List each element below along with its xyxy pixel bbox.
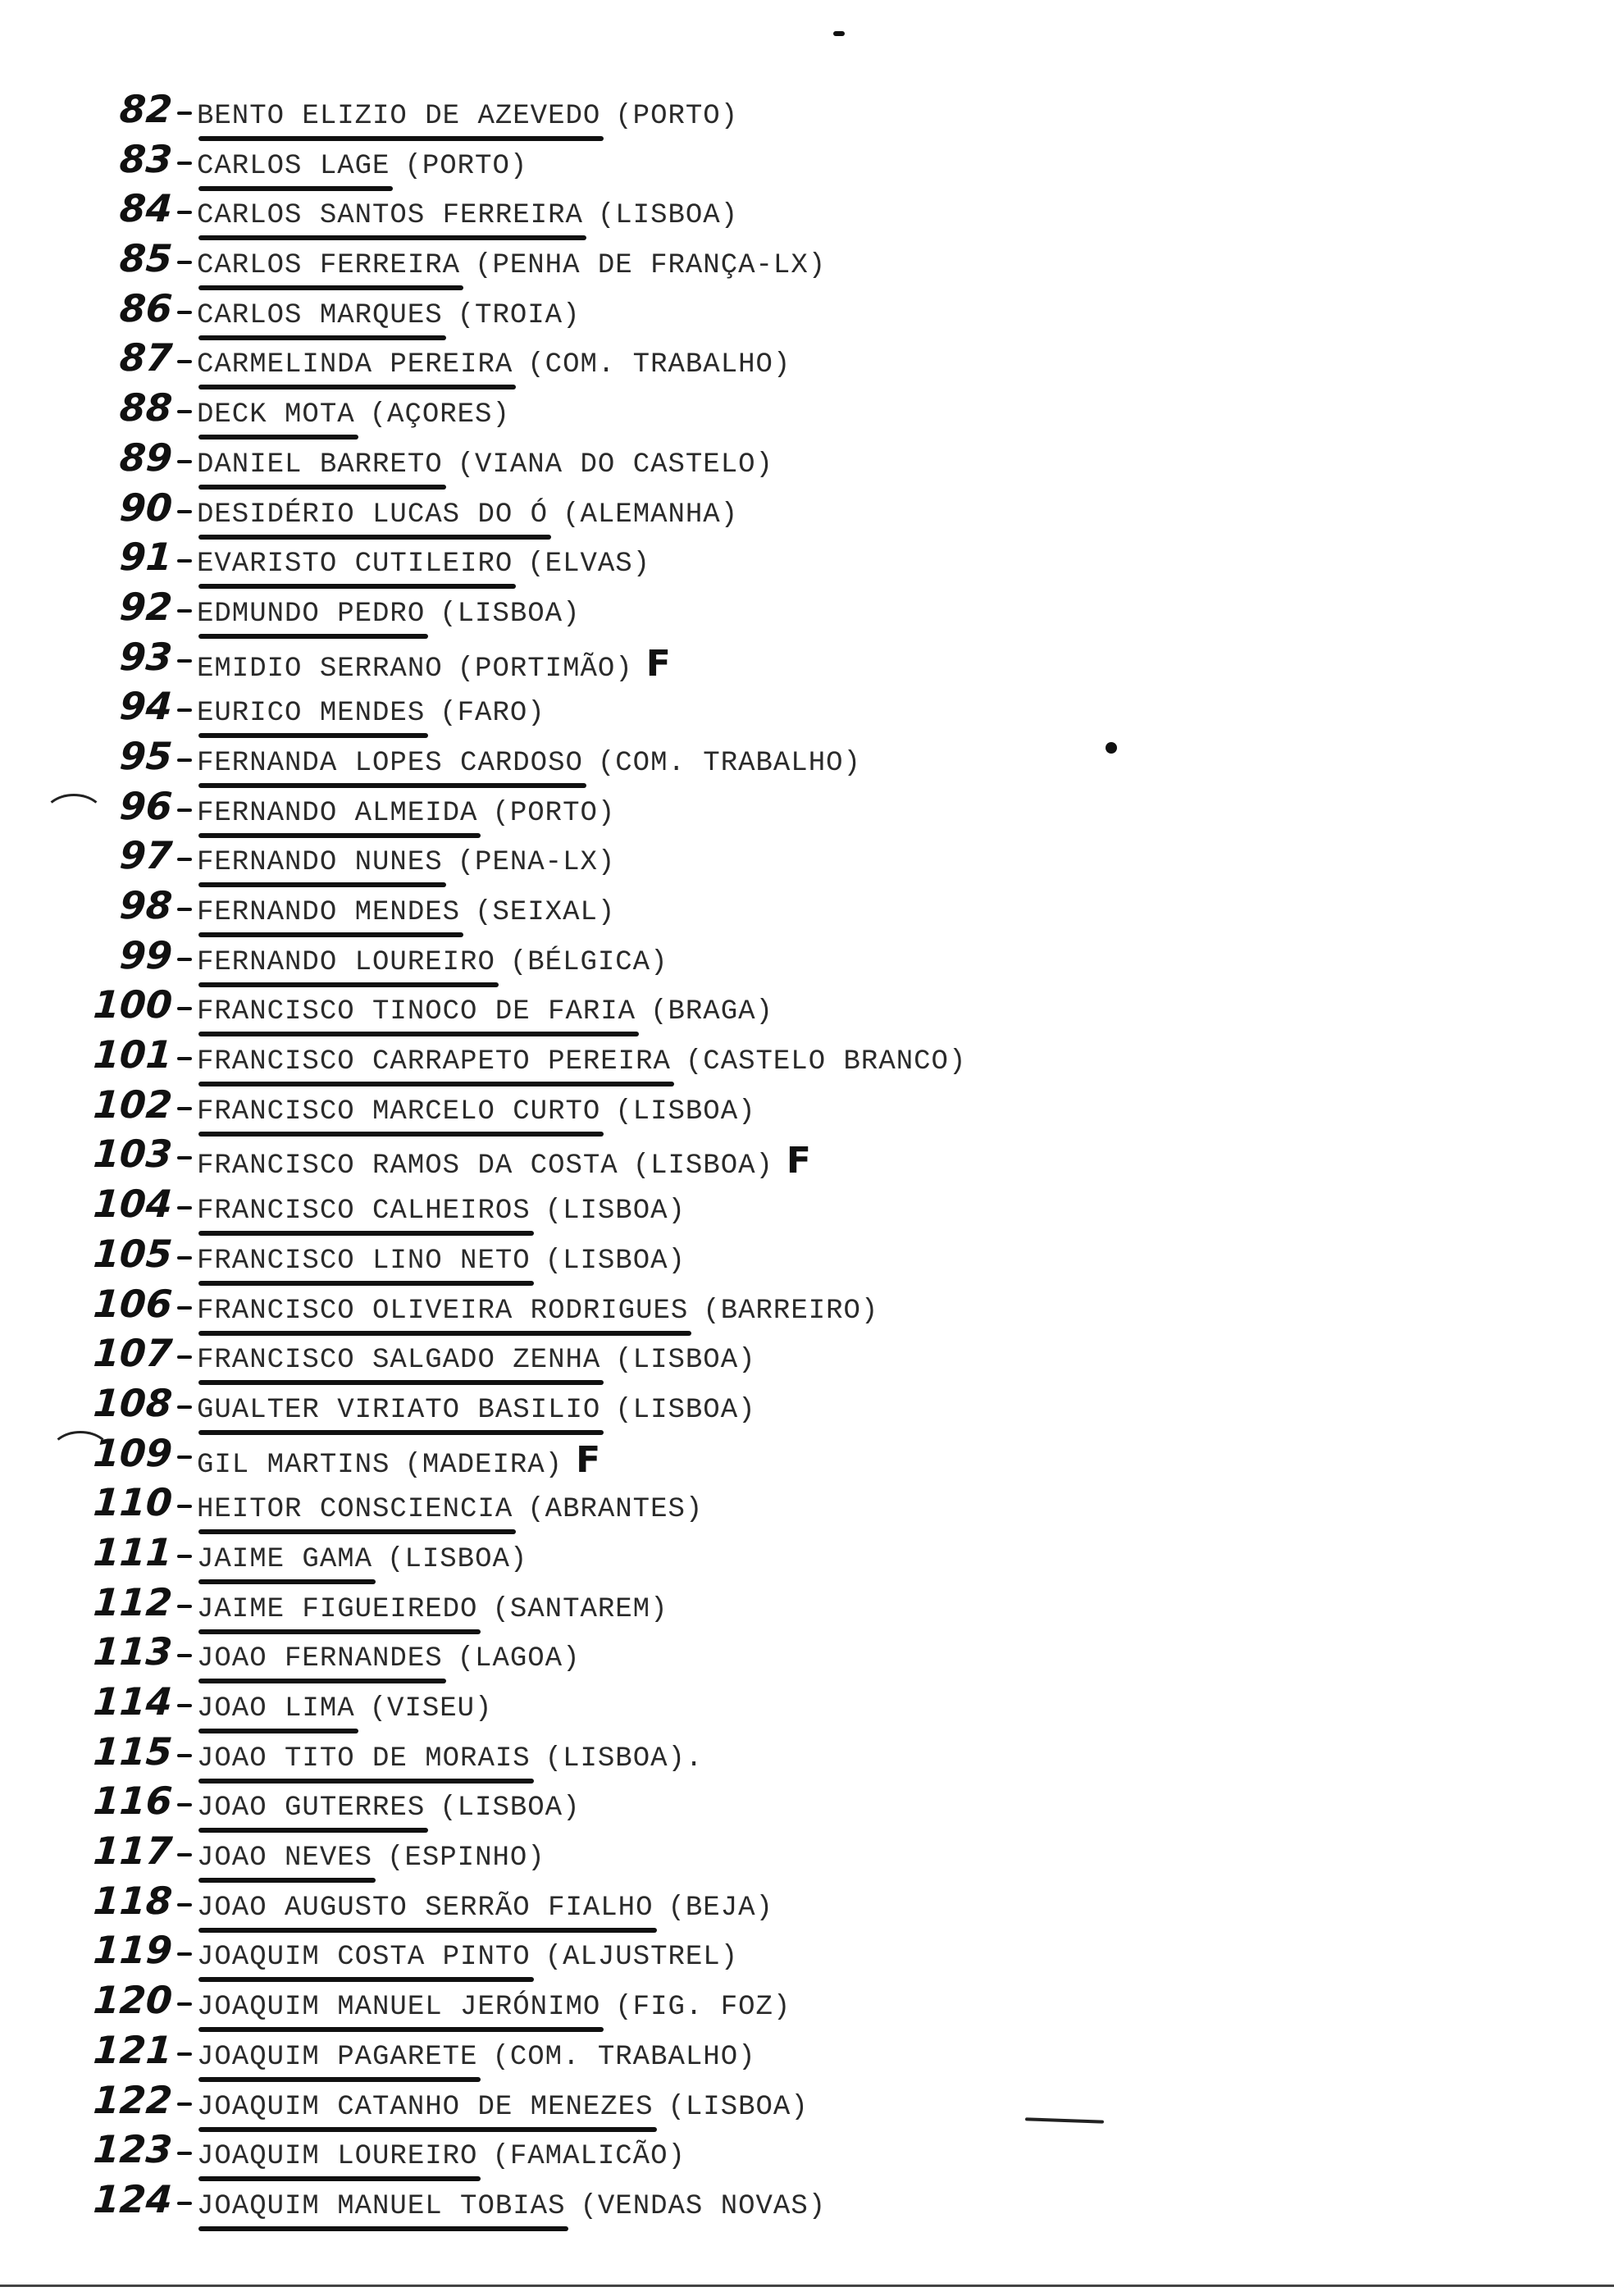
number-dash: [177, 360, 192, 363]
entry-text: [197, 2140, 686, 2173]
list-item: [74, 783, 1468, 836]
entry-text: [197, 1140, 812, 1182]
list-item: [74, 1681, 1468, 1731]
entry-name: JOAO LIMA: [197, 1693, 355, 1724]
list-item: [74, 487, 1468, 537]
number-dash: [177, 1704, 192, 1707]
entry-text: [197, 1046, 966, 1078]
list-item: [74, 1579, 1468, 1632]
entry-number: 108: [92, 1380, 174, 1425]
entry-text: [197, 2091, 809, 2124]
entry-place: (MADEIRA): [404, 1449, 563, 1481]
entry-name: JOAO AUGUSTO SERRÃO FIALHO: [197, 1892, 654, 1924]
entry-number: 101: [92, 1032, 174, 1077]
entry-name: EDMUNDO PEDRO: [197, 598, 426, 630]
entry-name: JOAQUIM MANUEL JERÓNIMO: [197, 1992, 601, 2024]
number-dash: [177, 1007, 192, 1010]
number-dash: [177, 1853, 192, 1856]
entry-place: (LISBOA): [615, 1096, 756, 1128]
entry-place: (PORTO): [615, 101, 739, 132]
entry-number: 105: [92, 1231, 174, 1276]
entry-name: EMIDIO SERRANO: [197, 653, 443, 685]
entry-number: 124: [92, 2176, 174, 2221]
number-dash: [177, 2052, 192, 2056]
entry-place: (FIG. FOZ): [615, 1992, 791, 2024]
list-item: [74, 1830, 1468, 1880]
entry-text: [197, 598, 580, 631]
list-item: [74, 932, 1468, 985]
entry-text: [197, 249, 826, 282]
entry-number: 98: [118, 883, 174, 927]
number-dash: [177, 1206, 192, 1210]
entry-text: [197, 642, 672, 686]
entry-text: [197, 1096, 756, 1128]
entry-text: [197, 797, 615, 830]
entry-text: [197, 1438, 602, 1482]
list-item: [74, 1731, 1468, 1781]
number-dash: [177, 112, 192, 115]
entry-name: FRANCISCO SALGADO ZENHA: [197, 1345, 601, 1377]
list-item: [74, 1133, 1468, 1183]
number-dash: [177, 261, 192, 264]
entry-place: (BARREIRO): [703, 1295, 879, 1327]
handwritten-mark: F: [786, 1140, 812, 1182]
entry-name: FERNANDA LOPES CARDOSO: [197, 747, 583, 779]
entry-name: FRANCISCO CALHEIROS: [197, 1196, 531, 1228]
entry-text: [197, 1742, 703, 1775]
entry-text: [197, 1892, 773, 1925]
entry-place: (LISBOA): [668, 2091, 809, 2123]
number-dash: [177, 1754, 192, 1757]
list-item: [74, 2176, 1468, 2229]
entry-name: JOAO GUTERRES: [197, 1793, 426, 1824]
entry-place: (FAMALICÃO): [492, 2141, 686, 2173]
entry-name: JOAO FERNANDES: [197, 1643, 443, 1675]
speck-mark: [833, 31, 845, 36]
entry-number: 115: [92, 1729, 174, 1774]
entry-place: (LISBOA): [632, 1150, 773, 1182]
entry-text: [197, 1245, 686, 1278]
entry-place: (PENHA DE FRANÇA-LX): [475, 250, 827, 282]
list-item: [74, 984, 1468, 1034]
entry-name: FERNANDO LOUREIRO: [197, 946, 495, 978]
list-item: [74, 1084, 1468, 1134]
entry-number: 90: [118, 485, 174, 530]
entry-text: [197, 1195, 686, 1228]
entry-place: (ABRANTES): [527, 1494, 704, 1526]
number-dash: [177, 1256, 192, 1260]
number-dash: [177, 1456, 192, 1459]
number-dash: [177, 1952, 192, 1956]
list-item: [74, 536, 1468, 586]
entry-place: (LISBOA): [440, 1793, 581, 1824]
number-dash: [177, 162, 192, 165]
list-item: [74, 1380, 1468, 1433]
number-dash: [177, 958, 192, 961]
list-item: [74, 1929, 1468, 1979]
entry-place: (SANTAREM): [492, 1593, 668, 1625]
entry-place: (ALEMANHA): [563, 499, 739, 531]
entry-number: 109: [92, 1430, 174, 1475]
number-dash: [177, 2202, 192, 2205]
entry-text: [197, 896, 615, 929]
entry-place: (LAGOA): [457, 1643, 581, 1675]
entry-name: JOAQUIM COSTA PINTO: [197, 1942, 531, 1974]
entry-number: 113: [92, 1629, 174, 1674]
entry-name: JOAQUIM LOUREIRO: [197, 2141, 478, 2173]
entry-name: FERNANDO MENDES: [197, 897, 461, 928]
entry-number: 106: [92, 1281, 174, 1326]
number-dash: [177, 1107, 192, 1110]
entry-place: (BRAGA): [650, 996, 773, 1028]
list-item: [74, 636, 1468, 686]
number-dash: [177, 708, 192, 712]
entry-name: FRANCISCO TINOCO DE FARIA: [197, 996, 636, 1028]
entry-name: EVARISTO CUTILEIRO: [197, 549, 513, 581]
list-item: [74, 1780, 1468, 1830]
entry-name: JOAQUIM PAGARETE: [197, 2041, 478, 2073]
entry-place: (AÇORES): [369, 399, 510, 431]
number-dash: [177, 1306, 192, 1310]
number-dash: [177, 1903, 192, 1906]
list-item: [74, 89, 1468, 139]
list-item: [74, 586, 1468, 636]
handwritten-mark: F: [576, 1438, 602, 1481]
entry-number: 93: [118, 634, 174, 679]
list-item: [74, 337, 1468, 387]
number-dash: [177, 1156, 192, 1159]
entry-place: (VIANA DO CASTELO): [457, 449, 773, 481]
entry-number: 104: [92, 1182, 174, 1227]
number-dash: [177, 2152, 192, 2155]
entry-name: HEITOR CONSCIENCIA: [197, 1494, 513, 1526]
handwritten-mark: F: [645, 642, 672, 685]
number-dash: [177, 1355, 192, 1359]
entry-number: 82: [118, 87, 174, 131]
entry-text: [197, 2190, 826, 2223]
entry-text: [197, 1692, 492, 1725]
entry-number: 87: [118, 335, 174, 380]
entry-text: [197, 1842, 545, 1875]
number-dash: [177, 410, 192, 413]
entry-number: 100: [92, 982, 174, 1027]
entry-name: JOAO NEVES: [197, 1843, 373, 1875]
entry-name: FRANCISCO CARRAPETO PEREIRA: [197, 1046, 671, 1078]
entry-name: DANIEL BARRETO: [197, 449, 443, 481]
number-dash: [177, 1605, 192, 1608]
list-item: [74, 437, 1468, 487]
entry-place: (LISBOA): [440, 598, 581, 630]
entry-number: 102: [92, 1082, 174, 1127]
number-dash: [177, 559, 192, 563]
number-dash: [177, 510, 192, 513]
entry-text: [197, 1941, 738, 1974]
entry-place: (CASTELO BRANCO): [685, 1046, 967, 1078]
list-item: [74, 1631, 1468, 1681]
entry-text: [197, 1344, 756, 1377]
entry-number: 85: [118, 236, 174, 281]
entry-name: DESIDÉRIO LUCAS DO Ó: [197, 499, 549, 531]
entry-place: (COM. TRABALHO): [492, 2041, 756, 2073]
number-dash: [177, 809, 192, 812]
entry-text: [197, 697, 545, 730]
list-item: [74, 285, 1468, 338]
entry-number: 122: [92, 2077, 174, 2122]
entry-name: GIL MARTINS: [197, 1449, 390, 1481]
entry-place: (LISBOA): [387, 1543, 528, 1575]
entry-name: JOAO TITO DE MORAIS: [197, 1742, 531, 1774]
entry-place: (LISBOA): [545, 1196, 686, 1228]
number-dash: [177, 609, 192, 613]
number-dash: [177, 311, 192, 314]
entry-name: JAIME FIGUEIREDO: [197, 1593, 478, 1625]
entry-number: 123: [92, 2127, 174, 2172]
entry-text: [197, 348, 791, 381]
number-dash: [177, 1555, 192, 1558]
list-item: [74, 1283, 1468, 1333]
entry-name: CARLOS MARQUES: [197, 299, 443, 331]
entry-name: CARLOS SANTOS FERREIRA: [197, 200, 583, 232]
entry-number: 89: [118, 435, 174, 480]
entry-text: [197, 1543, 527, 1576]
number-dash: [177, 211, 192, 214]
number-dash: [177, 1405, 192, 1409]
entry-text: [197, 747, 861, 780]
entry-number: 121: [92, 2027, 174, 2072]
entry-name: JOAQUIM MANUEL TOBIAS: [197, 2190, 566, 2222]
entry-text: [197, 1295, 878, 1328]
entry-number: 111: [92, 1529, 174, 1574]
entry-text: [197, 100, 738, 133]
entry-name: GUALTER VIRIATO BASILIO: [197, 1394, 601, 1426]
entry-place: (LISBOA): [615, 1345, 756, 1377]
list-item: [74, 1880, 1468, 1930]
entry-place: (FARO): [440, 698, 545, 730]
number-dash: [177, 908, 192, 911]
entry-place: (LISBOA).: [545, 1742, 704, 1774]
entry-place: (VISEU): [369, 1693, 493, 1724]
entry-number: 114: [92, 1679, 174, 1724]
number-dash: [177, 2102, 192, 2106]
entry-number: 86: [118, 285, 174, 330]
entry-place: (VENDAS NOVAS): [580, 2190, 827, 2222]
entry-text: [197, 548, 650, 581]
entry-number: 91: [118, 535, 174, 580]
entry-place: (LISBOA): [545, 1245, 686, 1277]
entry-name: FERNANDO ALMEIDA: [197, 797, 478, 829]
list-item: [74, 1979, 1468, 2029]
list-item: [74, 686, 1468, 736]
entry-text: [197, 399, 510, 431]
entry-number: 110: [92, 1480, 174, 1525]
entry-number: 103: [92, 1132, 174, 1177]
entry-place: (BÉLGICA): [509, 946, 668, 978]
list-item: [74, 1482, 1468, 1532]
entry-text: [197, 1642, 580, 1675]
name-list: [74, 89, 1468, 2229]
number-dash: [177, 659, 192, 663]
entry-number: 117: [92, 1829, 174, 1874]
entry-text: [197, 2041, 756, 2074]
list-item: [74, 188, 1468, 238]
list-item: [74, 1034, 1468, 1084]
entry-text: [197, 1792, 580, 1824]
list-item: [74, 1332, 1468, 1383]
entry-number: 84: [118, 186, 174, 231]
entry-place: (PENA-LX): [457, 847, 616, 879]
entry-name: FRANCISCO RAMOS DA COSTA: [197, 1150, 618, 1182]
list-item: [74, 885, 1468, 935]
entry-place: (LISBOA): [597, 200, 739, 232]
list-item: [74, 387, 1468, 437]
entry-text: [197, 946, 668, 979]
entry-number: 83: [118, 136, 174, 181]
list-item: [74, 2029, 1468, 2080]
list-item: [74, 733, 1468, 786]
number-dash: [177, 1057, 192, 1060]
list-item: [74, 1233, 1468, 1283]
entry-place: (PORTO): [404, 150, 528, 182]
number-dash: [177, 460, 192, 463]
entry-number: 116: [92, 1779, 174, 1824]
entry-number: 120: [92, 1978, 174, 2023]
list-item: [74, 835, 1468, 885]
entry-place: (ALJUSTREL): [545, 1942, 739, 1974]
entry-name: FERNANDO NUNES: [197, 847, 443, 879]
entry-number: 95: [118, 733, 174, 778]
entry-name: JAIME GAMA: [197, 1543, 373, 1575]
entry-name: FRANCISCO LINO NETO: [197, 1245, 531, 1277]
entry-text: [197, 995, 773, 1028]
entry-number: 97: [118, 833, 174, 878]
entry-text: [197, 1991, 791, 2024]
entry-text: [197, 846, 615, 879]
entry-name: FRANCISCO OLIVEIRA RODRIGUES: [197, 1295, 689, 1327]
number-dash: [177, 1505, 192, 1508]
list-item: [74, 238, 1468, 288]
entry-place: (LISBOA): [615, 1394, 756, 1426]
entry-place: (SEIXAL): [475, 897, 616, 928]
entry-text: [197, 1593, 668, 1626]
entry-name: DECK MOTA: [197, 399, 355, 431]
number-dash: [177, 758, 192, 762]
list-item: [74, 1529, 1468, 1582]
list-item: [74, 1183, 1468, 1233]
entry-number: 92: [118, 584, 174, 629]
entry-name: FRANCISCO MARCELO CURTO: [197, 1096, 601, 1128]
entry-place: (PORTO): [492, 797, 616, 829]
entry-number: 119: [92, 1928, 174, 1973]
list-item: [74, 1430, 1468, 1483]
entry-text: [197, 1493, 703, 1526]
entry-text: [197, 449, 773, 481]
page-bottom-edge: [0, 2285, 1614, 2287]
entry-number: 118: [92, 1878, 174, 1923]
entry-place: (BEJA): [668, 1892, 773, 1924]
entry-number: 96: [118, 783, 174, 828]
entry-place: (COM. TRABALHO): [527, 349, 791, 381]
entry-text: [197, 150, 527, 183]
entry-place: (TROIA): [457, 299, 581, 331]
number-dash: [177, 1803, 192, 1806]
entry-number: 107: [92, 1331, 174, 1376]
number-dash: [177, 1654, 192, 1657]
entry-name: CARLOS FERREIRA: [197, 250, 461, 282]
list-item: [74, 2129, 1468, 2179]
entry-text: [197, 199, 738, 232]
entry-text: [197, 499, 738, 531]
entry-number: 94: [118, 684, 174, 729]
entry-number: 99: [118, 932, 174, 977]
list-item: [74, 136, 1468, 189]
entry-name: JOAQUIM CATANHO DE MENEZES: [197, 2091, 654, 2123]
number-dash: [177, 2002, 192, 2006]
entry-name: CARMELINDA PEREIRA: [197, 349, 513, 381]
entry-text: [197, 1394, 756, 1427]
entry-place: (COM. TRABALHO): [597, 747, 861, 779]
entry-name: EURICO MENDES: [197, 698, 426, 730]
entry-name: CARLOS LAGE: [197, 150, 390, 182]
number-dash: [177, 858, 192, 861]
list-item: [74, 2077, 1468, 2130]
entry-place: (PORTIMÃO): [457, 653, 633, 685]
entry-place: (ESPINHO): [387, 1843, 545, 1875]
entry-number: 88: [118, 385, 174, 430]
entry-text: [197, 299, 580, 332]
entry-place: (ELVAS): [527, 549, 651, 581]
entry-number: 112: [92, 1579, 174, 1624]
entry-name: BENTO ELIZIO DE AZEVEDO: [197, 101, 601, 132]
